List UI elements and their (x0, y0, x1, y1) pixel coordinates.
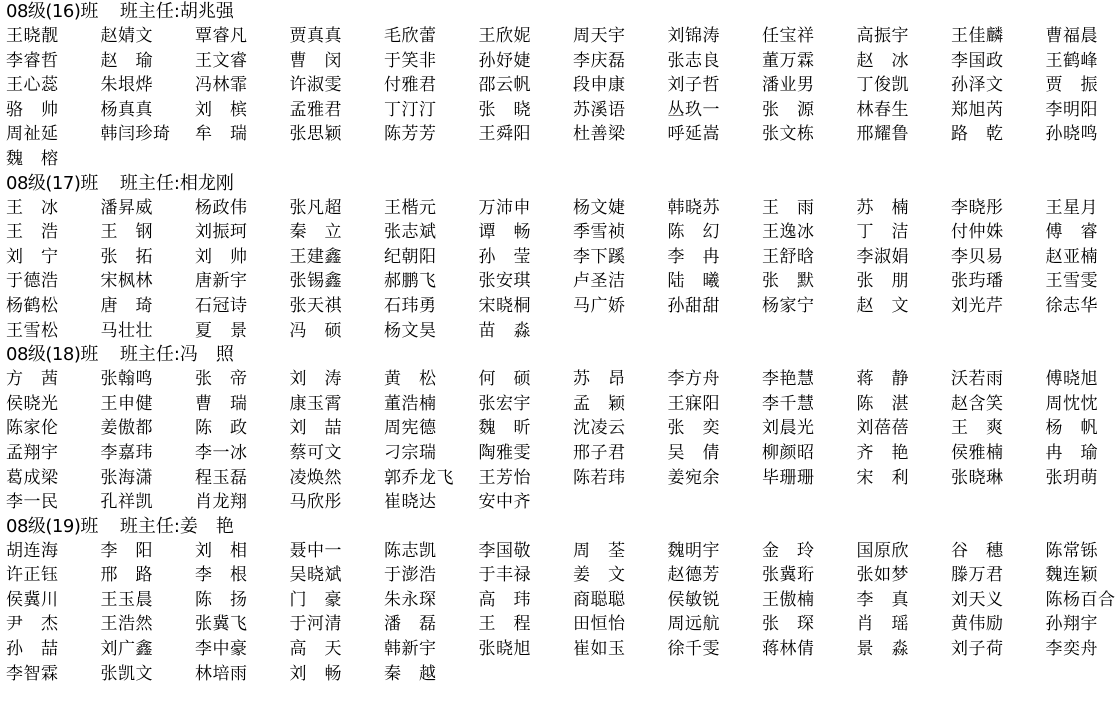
student-name: 张 朋 (856, 271, 909, 292)
student-name: 张翰鸣 (100, 369, 153, 390)
student-name: 韩闫珍琦 (100, 124, 171, 145)
student-name: 葛成梁 (6, 467, 59, 488)
student-name: 高振宇 (856, 26, 909, 46)
student-name: 王雪雯 (1045, 271, 1098, 292)
student-name: 苏 昂 (573, 369, 626, 390)
student-name: 孙妤婕 (478, 50, 531, 71)
head-teacher: 班主任:相龙刚 (119, 172, 234, 194)
student-name: 张冀飞 (195, 614, 248, 635)
student-name: 邢耀鲁 (856, 124, 909, 145)
student-name: 张 帝 (195, 369, 248, 390)
student-name: 陈 扬 (195, 589, 248, 610)
student-name: 李艳慧 (762, 369, 815, 390)
student-name: 景 淼 (856, 639, 909, 660)
student-name: 孙晓鸣 (1045, 124, 1098, 145)
student-name: 王建鑫 (289, 246, 342, 267)
student-name: 朱永琛 (384, 589, 437, 610)
class-header (0, 0, 1118, 24)
student-name: 王 浩 (6, 222, 59, 243)
student-name: 卢圣洁 (573, 271, 626, 292)
student-name: 毛欣蕾 (384, 26, 437, 46)
student-name: 于笑非 (384, 50, 437, 71)
student-name: 孙泽文 (951, 75, 1004, 96)
student-name: 蒋 静 (856, 369, 909, 390)
student-name: 陈 湛 (856, 393, 909, 414)
student-name: 秦 立 (289, 222, 342, 243)
student-name: 赵亚楠 (1045, 246, 1098, 267)
student-name: 董万霖 (762, 50, 815, 71)
student-name: 刘子哲 (667, 75, 720, 96)
student-name: 张 默 (762, 271, 815, 292)
student-name: 赵 文 (856, 295, 909, 316)
student-name: 陈杨百合 (1045, 589, 1116, 610)
student-name: 张天祺 (289, 295, 342, 316)
student-name: 魏连颖 (1045, 565, 1098, 586)
student-name: 孙翔宇 (1045, 614, 1098, 635)
student-name: 杨文昊 (384, 320, 437, 341)
student-name: 沈凌云 (573, 418, 626, 439)
student-name: 黄伟励 (951, 614, 1004, 635)
student-name: 刘晨光 (762, 418, 815, 439)
student-name: 邢子君 (573, 442, 626, 463)
student-name: 张 源 (762, 99, 815, 120)
student-name: 冯林霏 (195, 75, 248, 96)
student-name: 刘锦涛 (667, 26, 720, 46)
student-name: 李明阳 (1045, 99, 1098, 120)
class-name: 08级(18)班 (6, 344, 98, 366)
student-name: 国原欣 (856, 540, 909, 561)
student-name: 张 拓 (100, 246, 153, 267)
student-name: 王 冰 (6, 197, 59, 218)
student-name: 林春生 (856, 99, 909, 120)
student-name: 张文栋 (762, 124, 815, 145)
student-name: 丛玖一 (667, 99, 720, 120)
student-name: 路 乾 (951, 124, 1004, 145)
student-name: 胡连海 (6, 540, 59, 561)
student-name: 侯晓光 (6, 393, 59, 414)
student-name: 呼延嵩 (667, 124, 720, 145)
student-name: 段申康 (573, 75, 626, 96)
student-name: 姜宛余 (667, 467, 720, 488)
student-name: 贾真真 (289, 26, 342, 46)
student-name: 李庆磊 (573, 50, 626, 71)
student-name: 赵 冰 (856, 50, 909, 71)
student-name: 王鹤峰 (1045, 50, 1098, 71)
student-name: 许正钰 (6, 565, 59, 586)
student-name: 张安琪 (478, 271, 531, 292)
student-name: 李中豪 (195, 639, 248, 660)
student-name: 程玉磊 (195, 467, 248, 488)
student-name: 张凡超 (289, 197, 342, 218)
student-name: 李嘉玮 (100, 442, 153, 463)
student-name: 唐 琦 (100, 295, 153, 316)
student-name: 王雪松 (6, 320, 59, 341)
student-name: 王晓靓 (6, 26, 59, 46)
student-name: 吴晓斌 (289, 565, 342, 586)
student-list (0, 539, 1118, 687)
student-name: 张宏宇 (478, 393, 531, 414)
student-name: 蒋林倩 (762, 639, 815, 660)
student-name: 秦 越 (384, 663, 437, 684)
student-name: 朱垠烨 (100, 75, 153, 96)
student-name: 唐新宇 (195, 271, 248, 292)
student-name: 张晓琳 (951, 467, 1004, 488)
student-name: 刘 畅 (289, 663, 342, 684)
student-name: 张玙璠 (951, 271, 1004, 292)
student-name: 丁汀汀 (384, 99, 437, 120)
student-name: 吴 倩 (667, 442, 720, 463)
student-name: 张玥萌 (1045, 467, 1098, 488)
student-name: 李一冰 (195, 442, 248, 463)
student-name: 孙 喆 (6, 639, 59, 660)
student-name: 张志斌 (384, 222, 437, 243)
student-name: 马壮壮 (100, 320, 153, 341)
student-name: 周忱忱 (1045, 393, 1098, 414)
student-name: 刘 槟 (195, 99, 248, 120)
student-name: 杨 帆 (1045, 418, 1098, 439)
student-name: 覃睿凡 (195, 26, 248, 46)
student-name: 林培雨 (195, 663, 248, 684)
student-name: 于德浩 (6, 271, 59, 292)
student-name: 潘业男 (762, 75, 815, 96)
student-name: 田恒怡 (573, 614, 626, 635)
student-name: 周 荃 (573, 540, 626, 561)
student-name: 潘 磊 (384, 614, 437, 635)
student-name: 魏 昕 (478, 418, 531, 439)
student-name: 杨家宁 (762, 295, 815, 316)
head-teacher: 班主任:胡兆强 (119, 1, 234, 22)
student-name: 任宝祥 (762, 26, 815, 46)
student-name: 刘 帅 (195, 246, 248, 267)
student-name: 陈家伦 (6, 418, 59, 439)
student-name: 杜善梁 (573, 124, 626, 145)
student-name: 付雅君 (384, 75, 437, 96)
student-name: 张锡鑫 (289, 271, 342, 292)
student-name: 王芳怡 (478, 467, 531, 488)
student-name: 李晓彤 (951, 197, 1004, 218)
student-name: 王寐阳 (667, 393, 720, 414)
student-name: 徐志华 (1045, 295, 1098, 316)
student-list (0, 196, 1118, 344)
student-name: 徐千雯 (667, 639, 720, 660)
student-name: 王舜阳 (478, 124, 531, 145)
student-name: 陈常铄 (1045, 540, 1098, 561)
student-name: 王申健 (100, 393, 153, 414)
class-header (0, 515, 1118, 539)
student-name: 王 程 (478, 614, 531, 635)
student-name: 崔晓达 (384, 492, 437, 513)
student-name: 王心蕊 (6, 75, 59, 96)
student-name: 孟翔宇 (6, 442, 59, 463)
student-name: 李淑娟 (856, 246, 909, 267)
class-name: 08级(16)班 (6, 1, 98, 22)
student-name: 张晓旭 (478, 639, 531, 660)
student-name: 董浩楠 (384, 393, 437, 414)
student-list (0, 24, 1118, 172)
student-name: 陈若玮 (573, 467, 626, 488)
student-name: 许淑雯 (289, 75, 342, 96)
student-name: 王浩然 (100, 614, 153, 635)
student-name: 周天宇 (573, 26, 626, 46)
student-name: 何 硕 (478, 369, 531, 390)
student-name: 宋枫林 (100, 271, 153, 292)
student-name: 纪朝阳 (384, 246, 437, 267)
student-name: 张 琛 (762, 614, 815, 635)
student-name: 陈芳芳 (384, 124, 437, 145)
student-name: 侯冀川 (6, 589, 59, 610)
student-name: 王舒晗 (762, 246, 815, 267)
student-name: 尹 杰 (6, 614, 59, 635)
student-name: 傅晓旭 (1045, 369, 1098, 390)
head-teacher: 班主任:姜 艳 (119, 515, 234, 537)
student-name: 谭 畅 (478, 222, 531, 243)
student-name: 齐 艳 (856, 442, 909, 463)
student-name: 李方舟 (667, 369, 720, 390)
student-name: 骆 帅 (6, 99, 59, 120)
student-name: 金 玲 (762, 540, 815, 561)
student-name: 于澎浩 (384, 565, 437, 586)
student-name: 季雪祯 (573, 222, 626, 243)
class-name: 08级(17)班 (6, 172, 98, 194)
student-name: 曹 瑞 (195, 393, 248, 414)
student-name: 王 爽 (951, 418, 1004, 439)
student-name: 杨文婕 (573, 197, 626, 218)
student-name: 于丰禄 (478, 565, 531, 586)
student-name: 丁 洁 (856, 222, 909, 243)
student-name: 谷 穗 (951, 540, 1004, 561)
student-name: 李 阳 (100, 540, 153, 561)
student-name: 李 冉 (667, 246, 720, 267)
student-name: 孟雅君 (289, 99, 342, 120)
student-name: 陈 幻 (667, 222, 720, 243)
class-name: 08级(19)班 (6, 515, 98, 537)
student-name: 孟 颖 (573, 393, 626, 414)
student-name: 刘广鑫 (100, 639, 153, 660)
student-name: 牟 瑞 (195, 124, 248, 145)
student-name: 刘振珂 (195, 222, 248, 243)
student-name: 宋 利 (856, 467, 909, 488)
student-name: 张如梦 (856, 565, 909, 586)
student-name: 曹福晨 (1045, 26, 1098, 46)
student-name: 侯敏锐 (667, 589, 720, 610)
student-name: 杨鹤松 (6, 295, 59, 316)
student-name: 李奕舟 (1045, 639, 1098, 660)
student-name: 赵德芳 (667, 565, 720, 586)
head-teacher: 班主任:冯 照 (119, 344, 234, 366)
student-name: 刘天义 (951, 589, 1004, 610)
student-name: 王傲楠 (762, 589, 815, 610)
student-name: 陶雅雯 (478, 442, 531, 463)
student-name: 刘光芹 (951, 295, 1004, 316)
student-name: 刘 喆 (289, 418, 342, 439)
student-name: 魏 榕 (6, 148, 59, 169)
student-name: 高 玮 (478, 589, 531, 610)
student-name: 肖 瑶 (856, 614, 909, 635)
class-header (0, 172, 1118, 196)
student-name: 姜傲都 (100, 418, 153, 439)
student-name: 郑旭芮 (951, 99, 1004, 120)
student-name: 刁宗瑞 (384, 442, 437, 463)
student-name: 陈志凯 (384, 540, 437, 561)
student-name: 韩新宇 (384, 639, 437, 660)
student-name: 马广娇 (573, 295, 626, 316)
student-name: 王 钢 (100, 222, 153, 243)
student-name: 赵婧文 (100, 26, 153, 46)
class-header (0, 343, 1118, 367)
student-name: 商聪聪 (573, 589, 626, 610)
student-name: 周祉延 (6, 124, 59, 145)
student-name: 凌焕然 (289, 467, 342, 488)
student-name: 康玉霄 (289, 393, 342, 414)
student-name: 李一民 (6, 492, 59, 513)
student-name: 周远航 (667, 614, 720, 635)
student-name: 孔祥凯 (100, 492, 153, 513)
student-name: 李千慧 (762, 393, 815, 414)
student-name: 聂中一 (289, 540, 342, 561)
student-name: 刘蓓蓓 (856, 418, 909, 439)
student-name: 石玮勇 (384, 295, 437, 316)
student-name: 刘 宁 (6, 246, 59, 267)
student-name: 侯雅楠 (951, 442, 1004, 463)
student-name: 冉 瑜 (1045, 442, 1098, 463)
student-name: 王 雨 (762, 197, 815, 218)
student-name: 柳颜昭 (762, 442, 815, 463)
student-name: 刘子荷 (951, 639, 1004, 660)
student-name: 姜 文 (573, 565, 626, 586)
student-name: 蔡可文 (289, 442, 342, 463)
student-name: 李国敬 (478, 540, 531, 561)
student-name: 门 豪 (289, 589, 342, 610)
student-name: 王欣妮 (478, 26, 531, 46)
student-name: 王佳麟 (951, 26, 1004, 46)
student-name: 毕珊珊 (762, 467, 815, 488)
student-name: 贾 振 (1045, 75, 1098, 96)
student-name: 张凯文 (100, 663, 153, 684)
student-name: 王逸冰 (762, 222, 815, 243)
student-name: 高 天 (289, 639, 342, 660)
student-name: 于河清 (289, 614, 342, 635)
student-name: 肖龙翔 (195, 492, 248, 513)
student-name: 李智霖 (6, 663, 59, 684)
student-name: 万沛申 (478, 197, 531, 218)
student-name: 张 奕 (667, 418, 720, 439)
student-name: 张冀珩 (762, 565, 815, 586)
student-name: 苗 淼 (478, 320, 531, 341)
student-name: 刘 相 (195, 540, 248, 561)
student-name: 沃若雨 (951, 369, 1004, 390)
student-name: 滕万君 (951, 565, 1004, 586)
student-name: 孙 莹 (478, 246, 531, 267)
student-name: 魏明宇 (667, 540, 720, 561)
student-name: 邵云帆 (478, 75, 531, 96)
student-name: 张思颖 (289, 124, 342, 145)
student-name: 夏 景 (195, 320, 248, 341)
student-name: 王玉晨 (100, 589, 153, 610)
student-name: 丁俊凯 (856, 75, 909, 96)
student-name: 张志良 (667, 50, 720, 71)
student-name: 李国政 (951, 50, 1004, 71)
student-name: 付仲姝 (951, 222, 1004, 243)
student-name: 安中齐 (478, 492, 531, 513)
student-name: 杨真真 (100, 99, 153, 120)
student-name: 李 真 (856, 589, 909, 610)
student-name: 王文睿 (195, 50, 248, 71)
student-name: 李贝易 (951, 246, 1004, 267)
student-name: 刘 涛 (289, 369, 342, 390)
student-name: 宋晓桐 (478, 295, 531, 316)
student-name: 冯 硕 (289, 320, 342, 341)
student-name: 张海潇 (100, 467, 153, 488)
student-name: 杨政伟 (195, 197, 248, 218)
student-name: 潘昇威 (100, 197, 153, 218)
student-name: 张 晓 (478, 99, 531, 120)
student-name: 周宪德 (384, 418, 437, 439)
student-name: 方 茜 (6, 369, 59, 390)
student-name: 傅 睿 (1045, 222, 1098, 243)
student-name: 邢 路 (100, 565, 153, 586)
student-name: 崔如玉 (573, 639, 626, 660)
student-name: 苏 楠 (856, 197, 909, 218)
student-name: 孙甜甜 (667, 295, 720, 316)
student-name: 李 根 (195, 565, 248, 586)
student-name: 赵含笑 (951, 393, 1004, 414)
student-name: 陈 政 (195, 418, 248, 439)
student-name: 王楷元 (384, 197, 437, 218)
student-name: 李下蹊 (573, 246, 626, 267)
student-name: 陆 曦 (667, 271, 720, 292)
student-name: 黄 松 (384, 369, 437, 390)
student-name: 郭乔龙飞 (384, 467, 454, 488)
student-name: 苏溪语 (573, 99, 626, 120)
student-name: 王星月 (1045, 197, 1098, 218)
student-name: 赵 瑜 (100, 50, 153, 71)
student-name: 石冠诗 (195, 295, 248, 316)
student-list (0, 367, 1118, 515)
student-name: 曹 闵 (289, 50, 342, 71)
student-name: 李睿哲 (6, 50, 59, 71)
student-name: 马欣彤 (289, 492, 342, 513)
student-name: 郝鹏飞 (384, 271, 437, 292)
student-name: 韩晓苏 (667, 197, 720, 218)
